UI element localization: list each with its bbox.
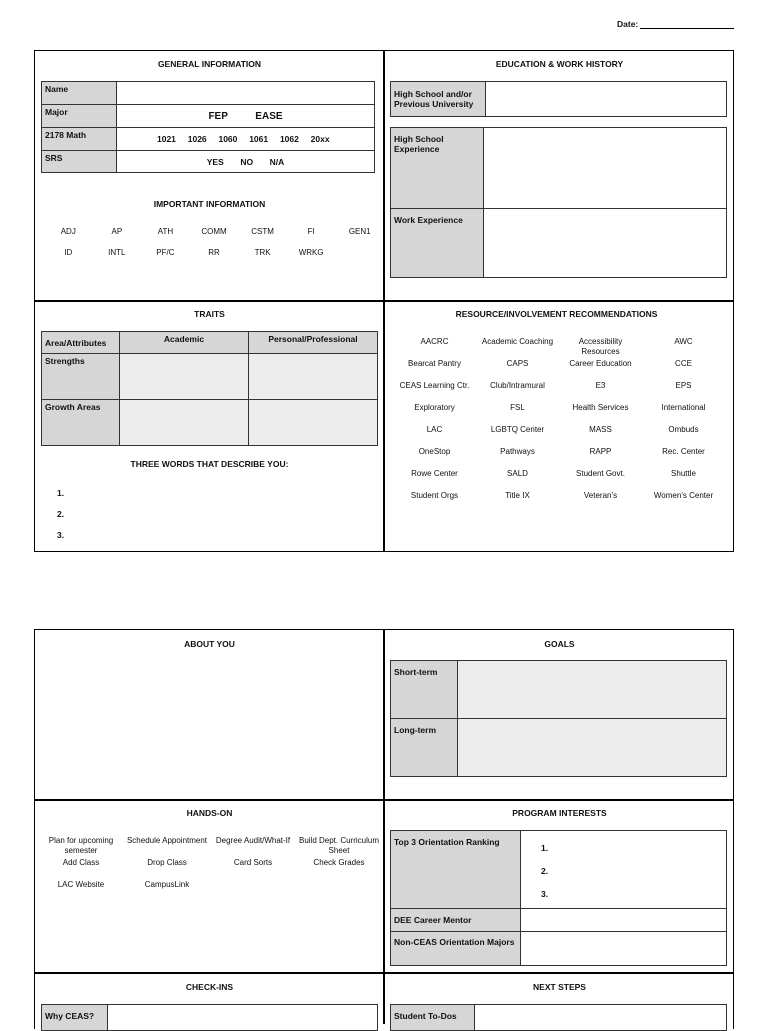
growth-academic-field[interactable]: [120, 400, 249, 446]
resource-item[interactable]: Bearcat Pantry: [408, 359, 461, 368]
resource-item[interactable]: EPS: [675, 381, 692, 390]
growth-label: Growth Areas: [42, 400, 120, 446]
important-item[interactable]: GEN1: [348, 227, 371, 236]
resource-item[interactable]: LAC: [426, 425, 443, 434]
major-options[interactable]: [117, 105, 375, 128]
resource-item[interactable]: Student Govt.: [576, 469, 625, 478]
hands-on-item[interactable]: Degree Audit/What-If: [215, 836, 291, 845]
growth-personal-field[interactable]: [249, 400, 378, 446]
math-option[interactable]: 1061: [249, 134, 269, 144]
math-option[interactable]: 1021: [157, 134, 176, 144]
math-label: 2178 Math: [42, 128, 117, 151]
date-label: Date:: [617, 19, 639, 29]
important-item[interactable]: RR: [208, 248, 220, 257]
hs-prev-field[interactable]: [486, 82, 727, 117]
top3-label: Top 3 Orientation Ranking: [391, 831, 521, 909]
goals-table: [390, 660, 727, 777]
resource-item[interactable]: Rowe Center: [411, 469, 458, 478]
three-words-list: [57, 483, 64, 546]
hands-on-item[interactable]: Plan for upcoming semester: [48, 836, 114, 855]
math-option[interactable]: 1062: [279, 134, 299, 144]
resource-item[interactable]: Women’s Center: [653, 491, 714, 500]
program-table: [390, 830, 727, 966]
rank-item[interactable]: 2.: [541, 866, 549, 876]
hs-prev-table: [390, 81, 727, 117]
resource-item[interactable]: Accessibility Resources: [578, 337, 623, 356]
hands-on-item[interactable]: Card Sorts: [233, 858, 273, 867]
why-ceas-label: Why CEAS?: [42, 1005, 108, 1031]
dee-field[interactable]: [521, 909, 727, 932]
resource-item[interactable]: Title IX: [505, 491, 530, 500]
resource-item[interactable]: MASS: [589, 425, 612, 434]
todos-field[interactable]: [475, 1005, 727, 1031]
resource-item[interactable]: Ombuds: [668, 425, 699, 434]
non-ceas-label: Non-CEAS Orientation Majors: [391, 932, 521, 966]
name-field[interactable]: [117, 82, 375, 105]
dee-label: DEE Career Mentor: [391, 909, 521, 932]
hands-on-item[interactable]: LAC Website: [57, 880, 105, 889]
important-item[interactable]: FI: [307, 227, 315, 236]
date-line: [640, 19, 734, 29]
program-heading: PROGRAM INTERESTS: [512, 808, 607, 818]
resource-item[interactable]: LGBTQ Center: [490, 425, 545, 434]
important-item[interactable]: INTL: [108, 248, 126, 257]
top3-ranks[interactable]: [521, 831, 727, 909]
resource-item[interactable]: CAPS: [506, 359, 529, 368]
resource-item[interactable]: Career Education: [569, 359, 632, 368]
hands-on-item[interactable]: Add Class: [62, 858, 100, 867]
resource-item[interactable]: Veteran’s: [583, 491, 618, 500]
math-option[interactable]: 1060: [218, 134, 238, 144]
important-heading: IMPORTANT INFORMATION: [153, 199, 266, 209]
hs-exp-label: High School Experience: [391, 128, 484, 209]
resources-heading: RESOURCE/INVOLVEMENT RECOMMENDATIONS: [455, 309, 658, 319]
goals-heading: GOALS: [544, 639, 575, 649]
work-exp-field[interactable]: [484, 209, 727, 278]
hs-prev-label: High School and/or Previous University: [391, 82, 486, 117]
about-heading: ABOUT YOU: [184, 639, 235, 649]
general-info-table: [41, 81, 375, 173]
srs-label: SRS: [42, 151, 117, 173]
srs-option-no[interactable]: NO: [240, 156, 254, 167]
traits-col-personal: Personal/Professional: [249, 332, 378, 354]
major-label: Major: [42, 105, 117, 128]
important-item[interactable]: WRKG: [298, 248, 324, 257]
hands-on-item[interactable]: Schedule Appointment: [126, 836, 208, 845]
name-label: Name: [42, 82, 117, 105]
important-item[interactable]: PF/C: [156, 248, 175, 257]
page2-divider-1: [34, 799, 734, 801]
resource-item[interactable]: OneStop: [418, 447, 451, 456]
work-exp-label: Work Experience: [391, 209, 484, 278]
resource-item[interactable]: RAPP: [589, 447, 612, 456]
resource-item[interactable]: FSL: [510, 403, 525, 412]
hands-on-item[interactable]: CampusLink: [144, 880, 190, 889]
resources-grid: [393, 337, 725, 513]
hands-on-item[interactable]: Drop Class: [147, 858, 187, 867]
important-item[interactable]: ADJ: [60, 227, 76, 236]
important-item[interactable]: CSTM: [251, 227, 274, 236]
next-steps-heading: NEXT STEPS: [533, 982, 586, 992]
short-term-label: Short-term: [391, 661, 458, 719]
important-item[interactable]: ID: [64, 248, 73, 257]
hands-on-grid: [38, 836, 382, 902]
education-heading: EDUCATION & WORK HISTORY: [495, 59, 624, 69]
traits-col-area: Area/Attributes: [42, 332, 120, 354]
rank-item[interactable]: 1.: [541, 843, 549, 853]
srs-options[interactable]: [117, 151, 375, 173]
page2-divider-2: [34, 972, 734, 974]
resource-item[interactable]: Rec. Center: [662, 447, 705, 456]
three-words-item[interactable]: 3.: [57, 530, 65, 540]
hands-on-item[interactable]: Build Dept. Curriculum Sheet: [298, 836, 380, 855]
resource-item[interactable]: CCE: [675, 359, 692, 368]
todos-label: Student To-Dos: [391, 1005, 475, 1031]
resource-item[interactable]: CEAS Learning Ctr.: [399, 381, 470, 390]
major-option-ease[interactable]: EASE: [255, 110, 283, 122]
traits-col-academic: Academic: [120, 332, 249, 354]
about-field[interactable]: [40, 656, 376, 794]
resource-item[interactable]: E3: [595, 381, 606, 390]
page2-vertical-divider: [383, 629, 385, 1024]
important-item[interactable]: TRK: [254, 248, 271, 257]
major-option-fep[interactable]: FEP: [208, 110, 228, 122]
math-option[interactable]: 1026: [187, 134, 207, 144]
resource-item[interactable]: Shuttle: [671, 469, 696, 478]
rank-item[interactable]: 3.: [541, 889, 549, 899]
general-heading: GENERAL INFORMATION: [157, 59, 262, 69]
long-term-field[interactable]: [458, 719, 727, 777]
resource-item[interactable]: Exploratory: [414, 403, 455, 412]
resource-item[interactable]: Pathways: [500, 447, 535, 456]
important-items-grid: [44, 227, 384, 258]
resource-item[interactable]: Academic Coaching: [481, 337, 554, 346]
checkins-table: [41, 1004, 378, 1031]
resource-item[interactable]: Club/Intramural: [490, 381, 545, 390]
short-term-field[interactable]: [458, 661, 727, 719]
resource-item[interactable]: Student Orgs: [410, 491, 459, 500]
non-ceas-field[interactable]: [521, 932, 727, 966]
srs-option-na[interactable]: N/A: [269, 156, 285, 167]
three-words-item[interactable]: 1.: [57, 488, 65, 498]
why-ceas-field[interactable]: [108, 1005, 378, 1031]
three-words-item[interactable]: 2.: [57, 509, 65, 519]
checkins-heading: CHECK-INS: [185, 982, 234, 992]
hands-on-heading: HANDS-ON: [186, 808, 233, 818]
important-item[interactable]: ATH: [157, 227, 174, 236]
strengths-label: Strengths: [42, 354, 120, 400]
page1-horizontal-divider: [34, 300, 734, 302]
three-words-heading: THREE WORDS THAT DESCRIBE YOU:: [130, 459, 289, 469]
resource-item[interactable]: Health Services: [572, 403, 629, 412]
experience-table: [390, 127, 727, 278]
math-option[interactable]: 20xx: [310, 134, 330, 144]
long-term-label: Long-term: [391, 719, 458, 777]
resource-item[interactable]: International: [661, 403, 706, 412]
strengths-academic-field[interactable]: [120, 354, 249, 400]
srs-option-yes[interactable]: YES: [206, 156, 224, 167]
hands-on-item[interactable]: Check Grades: [313, 858, 365, 867]
resource-item[interactable]: AACRC: [420, 337, 449, 346]
math-options[interactable]: [117, 128, 375, 151]
next-steps-table: [390, 1004, 727, 1031]
traits-heading: TRAITS: [194, 309, 225, 319]
strengths-personal-field[interactable]: [249, 354, 378, 400]
traits-table: [41, 331, 378, 446]
resource-item[interactable]: AWC: [674, 337, 693, 346]
date-field[interactable]: [617, 19, 734, 29]
important-item[interactable]: COMM: [201, 227, 227, 236]
resource-item[interactable]: SALD: [507, 469, 528, 478]
hs-exp-field[interactable]: [484, 128, 727, 209]
important-item[interactable]: AP: [111, 227, 123, 236]
